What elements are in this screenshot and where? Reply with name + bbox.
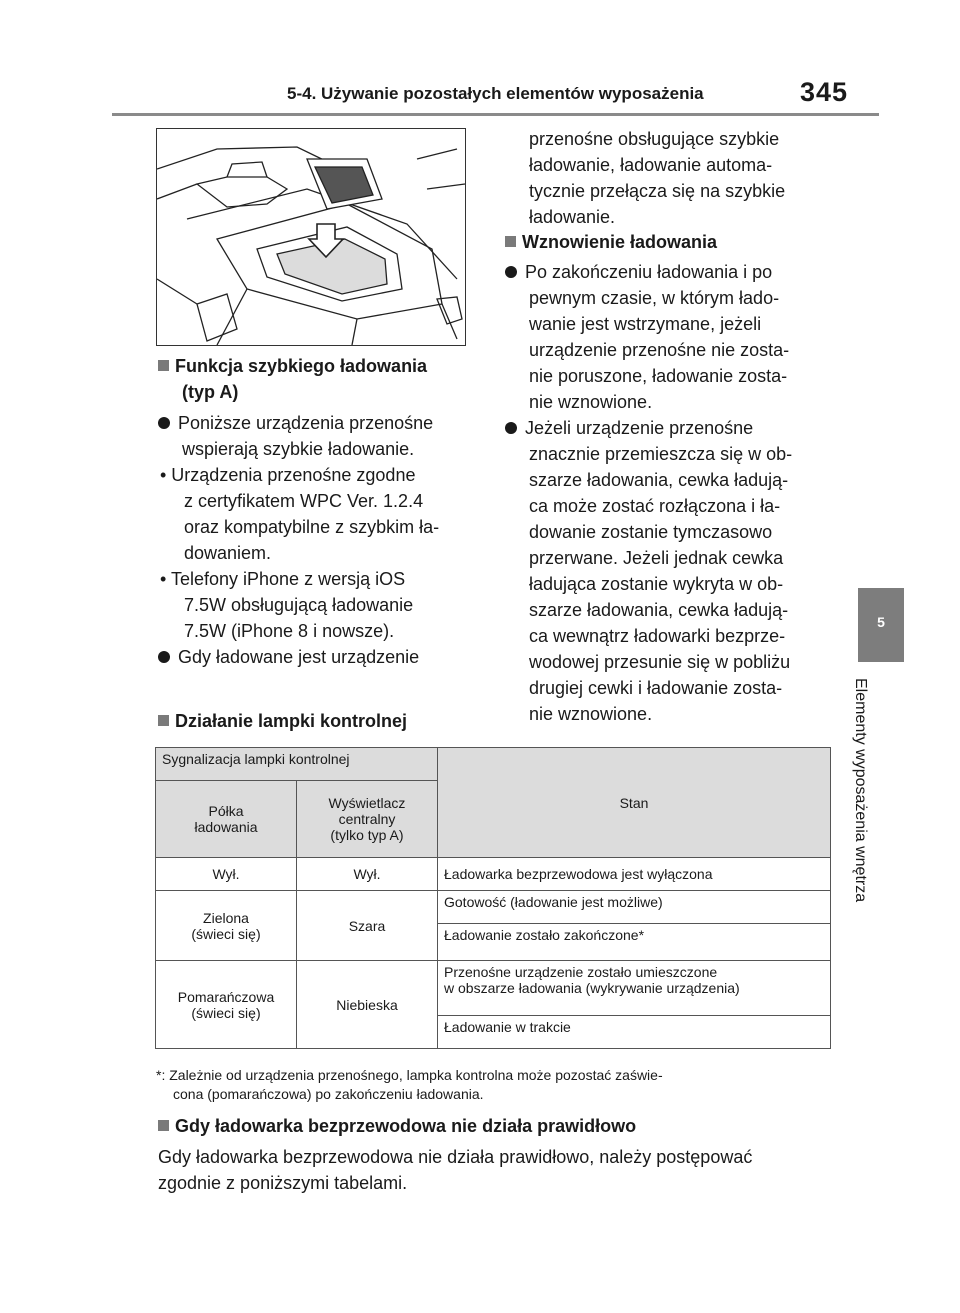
fast-charging-heading-line1: Funkcja szybkiego ładowania [158,353,427,379]
fault-heading: Gdy ładowarka bezprzewodowa nie działa prawidłowo [158,1113,636,1139]
chapter-label-text: Elementy wyposażenia wnętrza [852,678,869,903]
chapter-label [852,678,897,928]
table-row [156,858,831,891]
right-bullet-1: Po zakończeniu ładowania i po pewnym czasie, w którym łado- wanie jest wstrzymane, jeżeli urządzenie przenośne nie zosta- nie poruszone, ładowanie zosta- nie wznowione. [505,259,789,415]
wireless-charger-illustration [156,128,466,346]
left-bullet-1: Poniższe urządzenia przenośne wspierają szybkie ładowanie. [158,410,433,462]
fast-charging-heading [158,353,427,405]
page-number: 345 [800,77,849,107]
table-cell: Gotowość (ładowanie jest możliwe) [438,891,831,924]
square-bullet-icon [158,360,169,371]
table-cell: Przenośne urządzenie zostało umieszczone w obszarze ładowania (wykrywanie urządzenia) [438,961,831,1016]
table-row [156,748,831,781]
left-bullet-2: Gdy ładowane jest urządzenie [158,644,419,670]
left-sub-1: • Urządzenia przenośne zgodne z certyfikatem WPC Ver. 1.2.4 oraz kompatybilne z szybkim ła- dowaniem. [160,465,440,563]
table-cell: Ładowanie zostało zakończone* [438,924,831,961]
round-bullet-icon [505,266,517,278]
right-bullet-2: Jeżeli urządzenie przenośne znacznie przemieszcza się w ob- szarze ładowania, cewka ładują- ca może zostać rozłączona i ła- dowanie zostanie tymczasowo przerwane. Jeżeli jednak cewka ładująca zostanie wykryta w ob- szarze ładowania, cewka ładują- ca wewnątrz ładowarki bezprze- wodowej przesunie się w pobliżu drugiej cewki i ładowanie zosta- nie wznowione. [505,415,792,727]
resume-heading: Wznowienie ładowania [505,229,717,255]
left-sub-2: • Telefony iPhone z wersją iOS 7.5W obsługującą ładowanie 7.5W (iPhone 8 i nowsze). [160,569,414,641]
lamp-heading: Działanie lampki kontrolnej [158,708,407,734]
console-drawing [157,129,465,345]
table-cell: Ładowanie w trakcie [438,1016,831,1049]
footnote: *: Zależnie od urządzenia przenośnego, lampka kontrolna może pozostać zaświe- cona (pomarańczowa) po zakończeniu ładowania. [156,1067,663,1102]
fast-charging-heading-line2: (typ A) [182,382,239,402]
table-head-shelf: Półka ładowania [156,781,297,858]
section-title: 5-4. Używanie pozostałych elementów wyposażenia [287,84,704,103]
chapter-number: 5 [877,614,885,630]
table-cell: Zielona (świeci się) [156,891,297,961]
table-cell: Pomarańczowa (świeci się) [156,961,297,1049]
right-continuation: przenośne obsługujące szybkie ładowanie, ładowanie automa- tycznie przełącza się na szybkie ładowanie. [529,129,786,227]
square-bullet-icon [158,715,169,726]
table-cell: Wył. [156,858,297,891]
round-bullet-icon [158,651,170,663]
square-bullet-icon [505,236,516,247]
table-head-display: Wyświetlacz centralny (tylko typ A) [297,781,438,858]
square-bullet-icon [158,1120,169,1131]
table-cell: Wył. [297,858,438,891]
fault-text: Gdy ładowarka bezprzewodowa nie działa prawidłowo, należy postępować zgodnie z poniższymi tabelami. [158,1147,753,1193]
indicator-table [155,747,831,1049]
table-cell: Szara [297,891,438,961]
table-head-state: Stan [438,748,831,858]
round-bullet-icon [505,422,517,434]
table-cell: Ładowarka bezprzewodowa jest wyłączona [438,858,831,891]
round-bullet-icon [158,417,170,429]
table-row [156,891,831,924]
header-rule [112,113,879,116]
chapter-tab [858,588,904,662]
table-row [156,961,831,1016]
table-cell: Niebieska [297,961,438,1049]
table-head-group: Sygnalizacja lampki kontrolnej [156,748,438,781]
